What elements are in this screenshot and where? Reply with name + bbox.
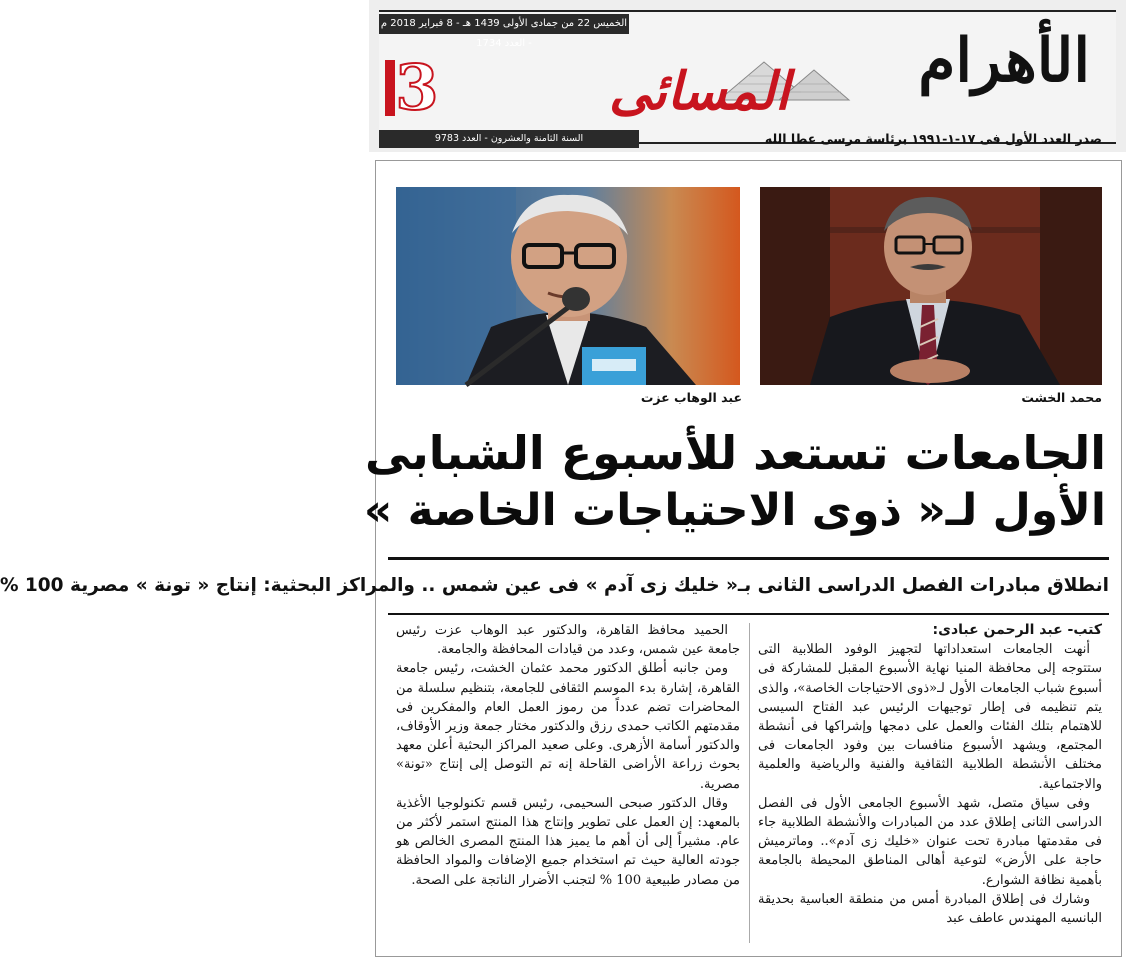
divider-rule bbox=[388, 613, 1109, 615]
article-column-right bbox=[758, 621, 1102, 928]
photo-caption-right: محمد الخشت bbox=[1021, 390, 1102, 405]
article bbox=[0, 160, 1122, 957]
article-column-left bbox=[396, 621, 740, 890]
paragraph: وقال الدكتور صبحى السحيمى، رئيس قسم تكنولوجيا الأغذية بالمعهد: إن العمل على تطوير وإنتاج هذا المنتج استمر لأكثر من عام. مشيراً إلى أن أهم ما يميز هذا المنتج المصرى الخالص هو جودته العالية حيث تم استخدام جميع الإضافات والمواد الحافظة من مصادر طبيعية 100 % لتجنب الأضرار الناتجة على الصحة. bbox=[396, 795, 740, 888]
founder-line: صدر العدد الأول فى ١٧-١-١٩٩١ برئاسة مرسى عطا الله bbox=[764, 131, 1102, 146]
byline: كتب- عبد الرحمن عبادى: bbox=[932, 622, 1102, 638]
page-number: 3 bbox=[387, 56, 447, 120]
masthead bbox=[369, 0, 1126, 152]
headline-line-2: الأول لـ« ذوى الاحتياجات الخاصة » bbox=[363, 485, 1106, 536]
photo-mohamed-elkhosht bbox=[760, 187, 1102, 385]
photo-abdelwahab-ezzat bbox=[396, 187, 740, 385]
paragraph: وفى سياق متصل، شهد الأسبوع الجامعى الأول فى الفصل الدراسى الثانى إطلاق عدد من المبادرات والأنشطة الطلابية جاء فى مقدمتها مبادرة تحت عنوان «خليك زى آدم».. وماترميش حاجة على الأرض» لتوعية أهالى المناطق المحيطة بالجامعة بأهمية نظافة الشوارع. bbox=[758, 795, 1102, 888]
headline-line-1: الجامعات تستعد للأسبوع الشبابى bbox=[364, 426, 1106, 480]
masthead-banner bbox=[379, 10, 1116, 144]
portrait-seated-image bbox=[760, 187, 1102, 385]
newspaper-logo-bottom: المسائى bbox=[609, 61, 790, 122]
newspaper-logo-top: الأهرام bbox=[918, 26, 1090, 96]
column-divider bbox=[749, 623, 750, 943]
date-line: الخميس 22 من جمادى الأولى 1439 هـ - 8 فبراير 2018 م - العدد 1734 bbox=[379, 14, 629, 34]
paragraph: الحميد محافظ القاهرة، والدكتور عبد الوهاب عزت رئيس جامعة عين شمس، وعدد من قيادات المحافظة والجامعة. bbox=[396, 623, 740, 658]
divider-rule bbox=[388, 557, 1109, 560]
subheadline: انطلاق مبادرات الفصل الدراسى الثانى بـ« خليك زى آدم » فى عين شمس .. والمراكز البحثية: إنتاج « تونة » مصرية 100 % bbox=[0, 575, 1109, 596]
portrait-speaker-image bbox=[396, 187, 740, 385]
issue-line: السنة الثامنة والعشرون - العدد 9783 bbox=[379, 130, 639, 148]
paragraph: ومن جانبه أطلق الدكتور محمد عثمان الخشت، رئيس جامعة القاهرة، إشارة بدء الموسم الثقافى للجامعة، بتنظيم سلسلة من المحاضرات تضم عدداً من رموز العمل العام والمفكرين فى مقدمتهم الكاتب حمدى رزق والدكتور مختار جمعة وزير الأوقاف، والدكتور أسامة الأزهرى. وعلى صعيد المراكز البحثية أعلن معهد بحوث زراعة الأراضى القاحلة إنه تم التوصل إلى إنتاج «تونة» مصرية. bbox=[396, 661, 740, 792]
photo-caption-left: عبد الوهاب عزت bbox=[640, 390, 742, 405]
paragraph: وشارك فى إطلاق المبادرة أمس من منطقة العباسية بحديقة البانسيه المهندس عاطف عبد bbox=[758, 891, 1102, 927]
paragraph: أنهت الجامعات استعداداتها لتجهيز الوفود الطلابية التى ستتوجه إلى محافظة المنيا نهاية الأسبوع المقبل للمشاركة فى أسبوع شباب الجامعات الأول لـ«ذوى الاحتياجات الخاصة»، والذى يتم تنظيمه فى إطار توجيهات الرئيس عبد الفتاح السيسى للاهتمام بتلك الفئات والعمل على دمجها وإشراكها فى أنشطة المجتمع، ويشهد الأسبوع منافسات بين وفود الجامعات فى مختلف الأنشطة الطلابية الثقافية والفنية والرياضية والعلمية والاجتماعية. bbox=[758, 642, 1102, 792]
